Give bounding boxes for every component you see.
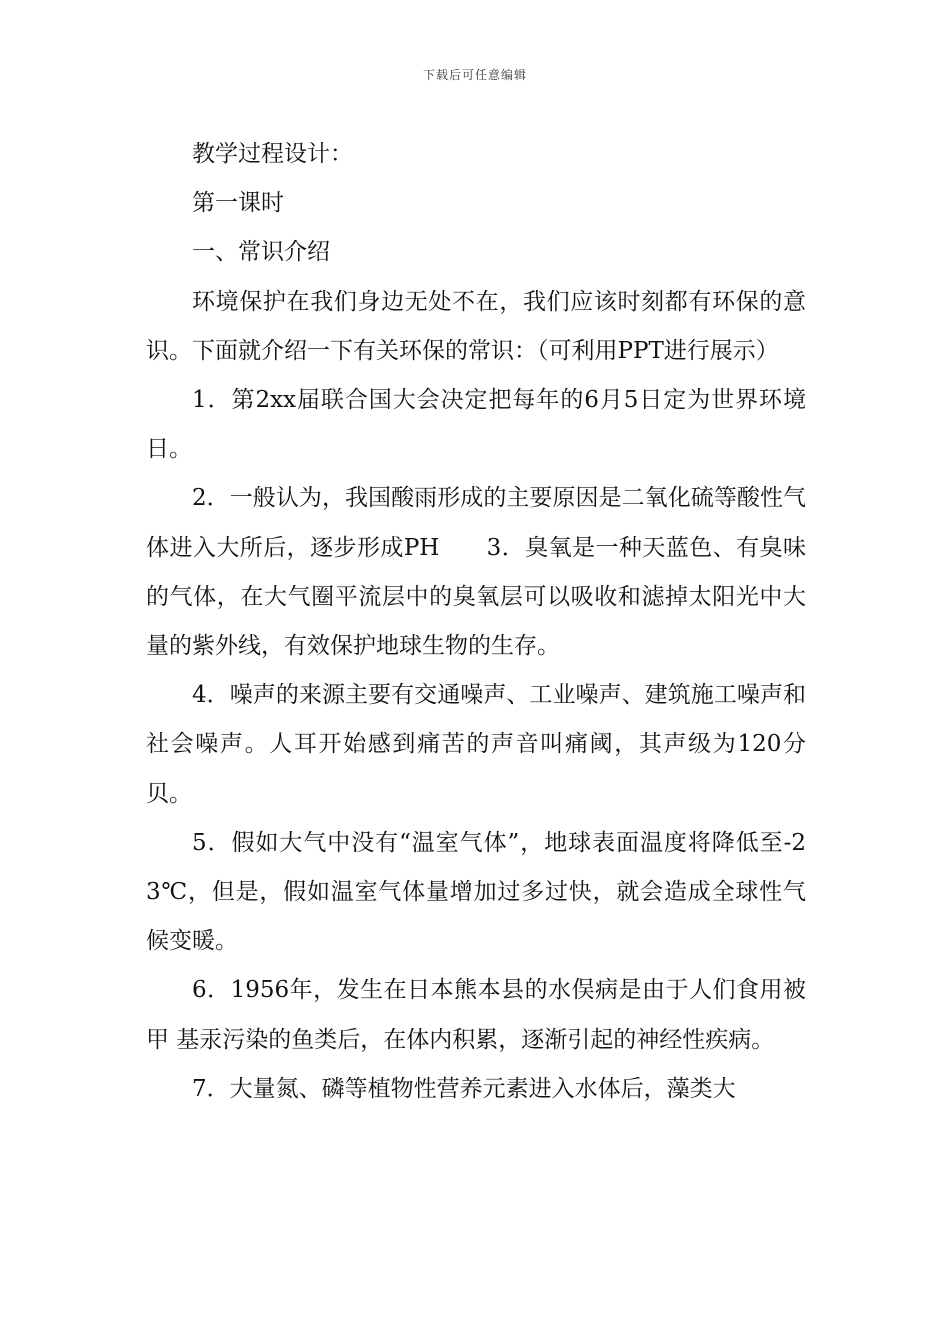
paragraph-item-2-3: 2．一般认为，我国酸雨形成的主要原因是二氧化硫等酸性气体进入大所后，逐步形成PH 3．臭氧是一种天蓝色、有臭味的气体，在大气圈平流层中的臭氧层可以吸收和滤掉太阳光中大量的紫外线，有效保护地球生物的生存。 [146, 485, 806, 660]
heading-first-lesson: 第一课时 [192, 190, 284, 217]
paragraph-item-5: 5．假如大气中没有“温室气体”，地球表面温度将降低至-23℃，但是，假如温室气体量增加过多过快，就会造成全球性气候变暖。 [146, 829, 806, 955]
paragraph-item-1: 1．第2xx届联合国大会决定把每年的6月5日定为世界环境日。 [146, 387, 806, 463]
paragraph-intro: 环境保护在我们身边无处不在，我们应该时刻都有环保的意识。下面就介绍一下有关环保的常识：（可利用PPT进行展示） [146, 288, 806, 364]
page-header: 下载后可任意编辑 [422, 68, 527, 82]
paragraph-item-6: 6．1956年，发生在日本熊本县的水俣病是由于人们食用被甲 基汞污染的鱼类后，在体内积累，逐渐引起的神经性疾病。 [146, 977, 806, 1053]
paragraph-item-7: 7．大量氮、磷等植物性营养元素进入水体后，藻类大 [192, 1075, 736, 1102]
document-body [146, 130, 806, 1114]
paragraph-item-4: 4．噪声的来源主要有交通噪声、工业噪声、建筑施工噪声和社会噪声。人耳开始感到痛苦的声音叫痛阈，其声级为120分贝。 [146, 682, 806, 807]
heading-common-knowledge: 一、常识介绍 [192, 239, 330, 266]
heading-teaching-process: 教学过程设计： [192, 141, 353, 167]
